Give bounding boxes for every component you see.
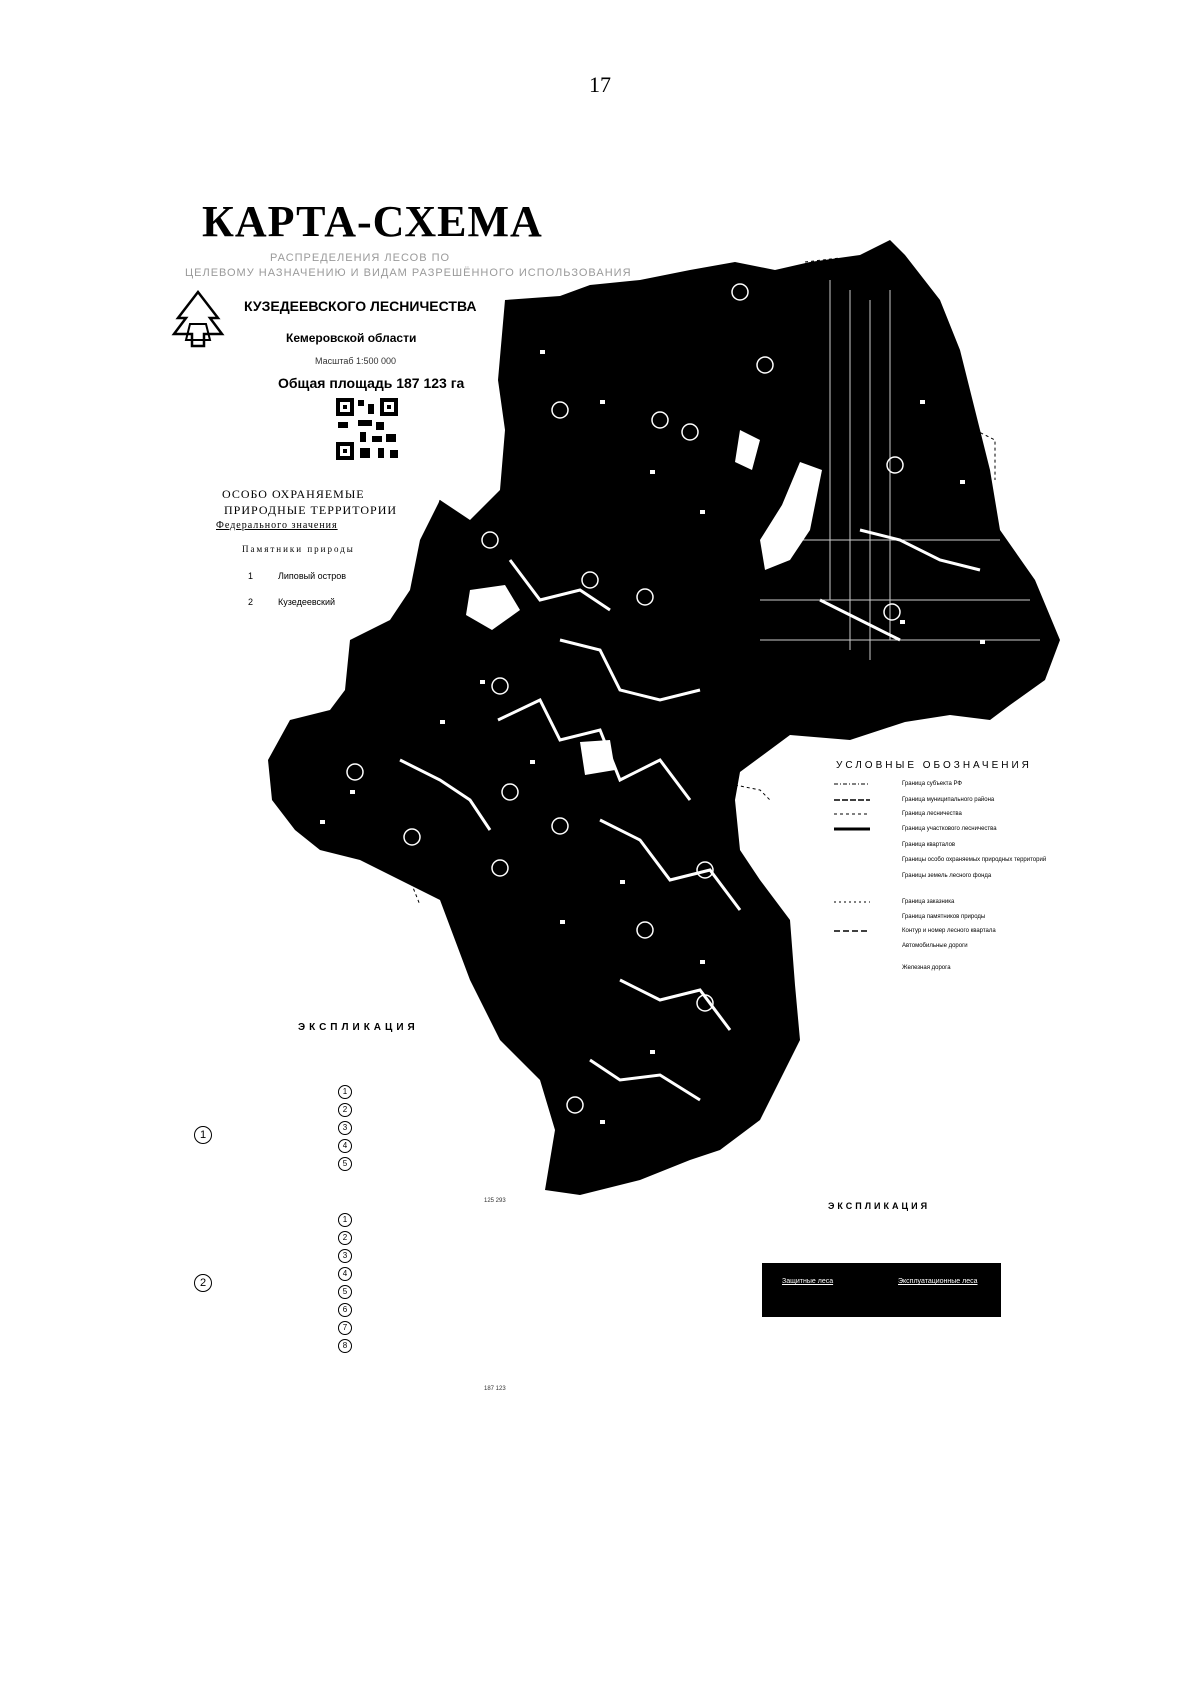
explication-circle: 4: [338, 1139, 352, 1153]
oopt-title-line2: ПРИРОДНЫЕ ТЕРРИТОРИИ: [224, 503, 398, 517]
explication-circle: 8: [338, 1339, 352, 1353]
oopt-item-num: 1: [248, 571, 254, 581]
explication-circle: 2: [338, 1231, 352, 1245]
legend-item: Граница лесничества: [902, 811, 962, 817]
explication-circle: 4: [338, 1267, 352, 1281]
forest-category-left: Защитные леса: [782, 1278, 834, 1285]
explication-circle: 3: [338, 1249, 352, 1263]
oopt-item-name: Липовый остров: [278, 571, 347, 581]
forestry-name: КУЗЕДЕЕВСКОГО ЛЕСНИЧЕСТВА: [244, 298, 477, 314]
map-subtitle-line1: РАСПРЕДЕЛЕНИЯ ЛЕСОВ ПО: [270, 252, 451, 264]
legend-line-samples: [834, 784, 870, 931]
legend-item: Автомобильные дороги: [902, 943, 968, 949]
legend-item: Граница участкового лесничества: [902, 826, 997, 832]
legend-title: УСЛОВНЫЕ ОБОЗНАЧЕНИЯ: [836, 760, 1032, 771]
legend-item: Граница памятников природы: [902, 914, 986, 920]
explication-circle: 6: [338, 1303, 352, 1317]
oopt-item-name: Кузедеевский: [278, 597, 336, 607]
map-title: КАРТА-СХЕМА: [202, 197, 543, 246]
map-subtitle-line2: ЦЕЛЕВОМУ НАЗНАЧЕНИЮ И ВИДАМ РАЗРЕШЁННОГО ИСПОЛЬЗОВАНИЯ: [185, 267, 632, 279]
oopt-title-line1: ОСОБО ОХРАНЯЕМЫЕ: [222, 487, 365, 501]
total-area: Общая площадь 187 123 га: [278, 375, 465, 391]
legend-item: Железная дорога: [902, 965, 951, 971]
legend-item: Граница субъекта РФ: [902, 781, 962, 787]
oopt-item-num: 2: [248, 597, 254, 607]
legend-item: Границы особо охраняемых природных территорий: [902, 857, 1047, 863]
map-scale: Масштаб 1:500 000: [315, 356, 397, 366]
legend-item: Граница заказника: [902, 899, 955, 905]
explication-circle: 7: [338, 1321, 352, 1335]
page-number: 17: [589, 72, 611, 97]
explication-value: 187 123: [484, 1386, 506, 1392]
explication-value: 125 293: [484, 1198, 506, 1204]
legend-item: Граница кварталов: [902, 842, 956, 848]
forest-category-right: Эксплуатационные леса: [898, 1278, 978, 1285]
forestry-emblem-icon: [170, 288, 226, 352]
oopt-subtitle: Федерального значения: [216, 520, 338, 531]
explication-left-title: ЭКСПЛИКАЦИЯ: [298, 1022, 419, 1033]
explication-circle: 3: [338, 1121, 352, 1135]
explication-circle: 1: [338, 1085, 352, 1099]
explication-right-title: ЭКСПЛИКАЦИЯ: [828, 1201, 931, 1211]
oopt-section: Памятники природы: [242, 544, 355, 554]
explication-group-number: 1: [194, 1126, 212, 1144]
explication-group-number: 2: [194, 1274, 212, 1292]
explication-circle: 1: [338, 1213, 352, 1227]
qr-code-icon: [334, 396, 400, 462]
explication-circle: 2: [338, 1103, 352, 1117]
explication-circle: 5: [338, 1285, 352, 1299]
region-name: Кемеровской области: [286, 331, 417, 345]
legend-item: Контур и номер лесного квартала: [902, 928, 996, 934]
legend-item: Граница муниципального района: [902, 797, 995, 803]
forest-category-box: [762, 1263, 1001, 1317]
legend-item: Границы земель лесного фонда: [902, 873, 992, 879]
explication-circle: 5: [338, 1157, 352, 1171]
